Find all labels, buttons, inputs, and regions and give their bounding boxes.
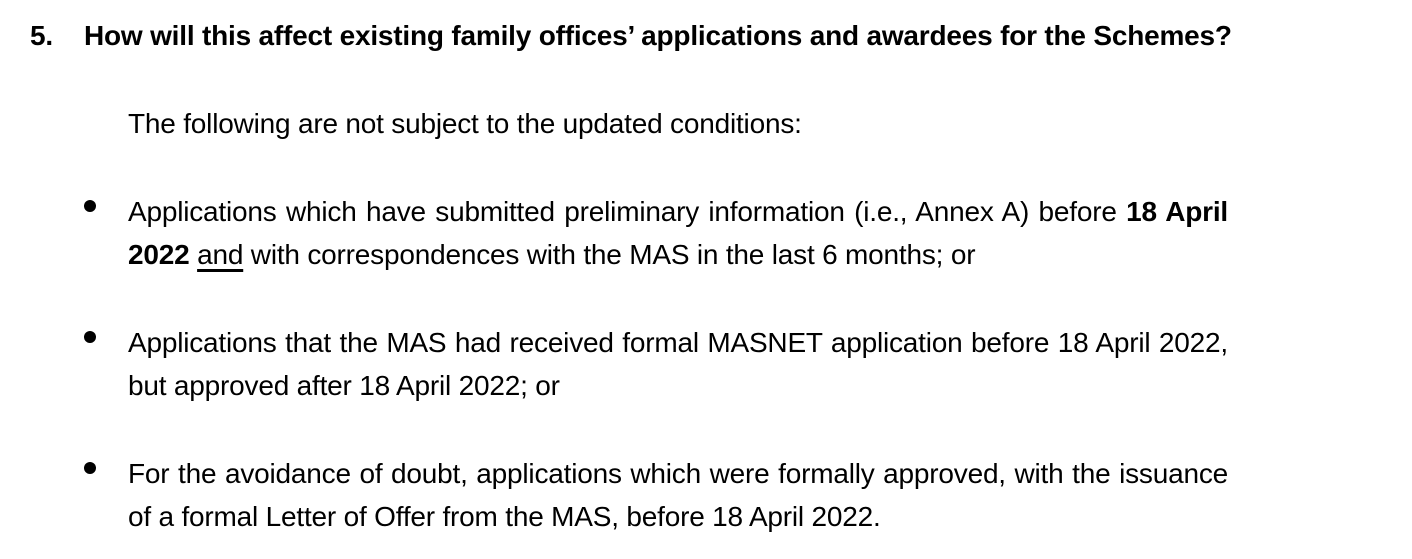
- list-item: [84, 321, 1412, 407]
- list-item: [84, 452, 1412, 538]
- bullet-marker-column: [84, 452, 128, 538]
- question-number: 5.: [30, 20, 53, 51]
- intro-text: The following are not subject to the updated conditions:: [128, 108, 802, 139]
- bullet-icon: [84, 331, 96, 343]
- bullet-text: [128, 321, 1228, 407]
- bullet-marker-column: [84, 321, 128, 407]
- question-heading: [30, 14, 1412, 57]
- bullet-icon: [84, 462, 96, 474]
- text-segment: 18 April 2022: [128, 196, 1228, 270]
- bullet-text: [128, 452, 1228, 538]
- question-title: How will this affect existing family offices’ applications and awardees for the Schemes?: [84, 20, 1232, 51]
- text-segment: [190, 239, 198, 270]
- text-segment: Applications that the MAS had received formal MASNET application before 18 April 2022, but approved after 18 April 2022; or: [128, 327, 1228, 401]
- text-segment: For the avoidance of doubt, applications which were formally approved, with the issuance of a formal Letter of Offer from the MAS, before 18 April 2022.: [128, 458, 1228, 532]
- text-segment: with correspondences with the MAS in the last 6 months; or: [243, 239, 976, 270]
- bullet-icon: [84, 200, 96, 212]
- bullet-marker-column: [84, 190, 128, 276]
- bullet-list: [0, 190, 1412, 538]
- bullet-text: [128, 190, 1228, 276]
- text-segment: Applications which have submitted preliminary information (i.e., Annex A) before: [128, 196, 1127, 227]
- text-segment: and: [197, 239, 244, 270]
- list-item: [84, 190, 1412, 276]
